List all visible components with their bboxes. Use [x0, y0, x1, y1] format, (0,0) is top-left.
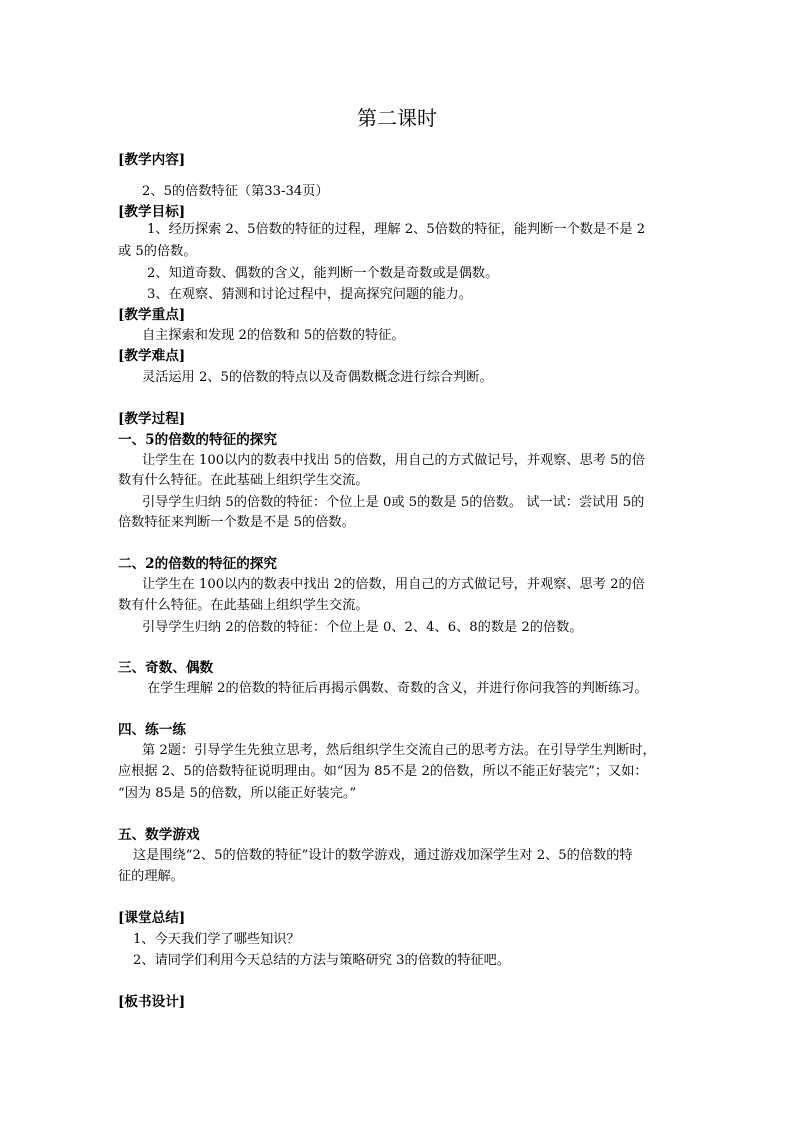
section-5-line-1: 这是围绕“2、5的倍数的特征”设计的数学游戏，通过游戏加深学生对 2、5的倍数的特 [133, 848, 633, 863]
key-points-heading: [教学重点] [118, 307, 186, 323]
content-text: 2、5的倍数特征（第33-34页） [142, 184, 329, 199]
goal-2: 2、知道奇数、偶数的含义，能判断一个数是奇数或是偶数。 [147, 266, 499, 281]
section-2-heading: 二、2的倍数的特征的探究 [118, 556, 277, 572]
section-3-heading: 三、奇数、偶数 [118, 660, 214, 676]
section-4-line-2: 应根据 2、5的倍数特征说明理由。如“因为 85不是 2的倍数，所以不能正好装完”；又如： [118, 764, 648, 779]
summary-item-2: 2、请同学们利用今天总结的方法与策略研究 3的倍数的特征吧。 [133, 953, 511, 968]
section-3-text: 在学生理解 2的倍数的特征后再揭示偶数、奇数的含义，并进行你问我答的判断练习。 [147, 681, 648, 696]
difficulties-heading: [教学难点] [118, 348, 186, 364]
summary-item-1: 1、今天我们学了哪些知识？ [133, 932, 300, 947]
section-5-line-2: 征的理解。 [118, 869, 184, 884]
goal-1-line-1: 1、经历探索 2、5倍数的特征的过程，理解 2、5倍数的特征，能判断一个数是不是 2 [147, 222, 646, 237]
section-2-paragraph-1-line-1: 让学生在 100以内的数表中找出 2的倍数，用自己的方式做记号，并观察、思考 2的倍 [142, 577, 645, 592]
summary-heading: [课堂总结] [118, 910, 186, 926]
section-4-heading: 四、练一练 [118, 722, 186, 738]
difficulties-text: 灵活运用 2、5的倍数的特点以及奇偶数概念进行综合判断。 [142, 370, 493, 385]
content-heading: [教学内容] [118, 152, 186, 168]
section-1-paragraph-2-line-1: 引导学生归纳 5的倍数的特征：个位上是 0或 5的数是 5的倍数。 试一试：尝试用 5的 [142, 495, 645, 510]
section-5-heading: 五、数学游戏 [118, 827, 200, 843]
section-2-paragraph-1-line-2: 数有什么特征。在此基础上组织学生交流。 [118, 598, 369, 613]
section-1-paragraph-1-line-1: 让学生在 100以内的数表中找出 5的倍数，用自己的方式做记号，并观察、思考 5的倍 [142, 453, 645, 468]
section-2-paragraph-2: 引导学生归纳 2的倍数的特征：个位上是 0、2、4、6、8的数是 2的倍数。 [142, 620, 583, 635]
goal-1-line-2: 或 5的倍数。 [118, 244, 197, 259]
goal-3: 3、在观察、猜测和讨论过程中，提高探究问题的能力。 [147, 287, 472, 302]
key-points-text: 自主探索和发现 2的倍数和 5的倍数的特征。 [142, 328, 405, 343]
section-4-line-1: 第 2题：引导学生先独立思考，然后组织学生交流自己的思考方法。在引导学生判断时， [142, 743, 656, 758]
section-1-paragraph-1-line-2: 数有什么特征。在此基础上组织学生交流。 [118, 473, 369, 488]
section-1-paragraph-2-line-2: 倍数特征来判断一个数是不是 5的倍数。 [118, 515, 355, 530]
board-design-heading: [板书设计] [118, 994, 186, 1010]
section-4-line-3: “因为 85是 5的倍数，所以能正好装完。” [118, 786, 357, 801]
process-heading: [教学过程] [118, 411, 186, 427]
page-title: 第二课时 [357, 106, 437, 130]
goals-heading: [教学目标] [118, 204, 186, 220]
section-1-heading: 一、5的倍数的特征的探究 [118, 432, 277, 448]
